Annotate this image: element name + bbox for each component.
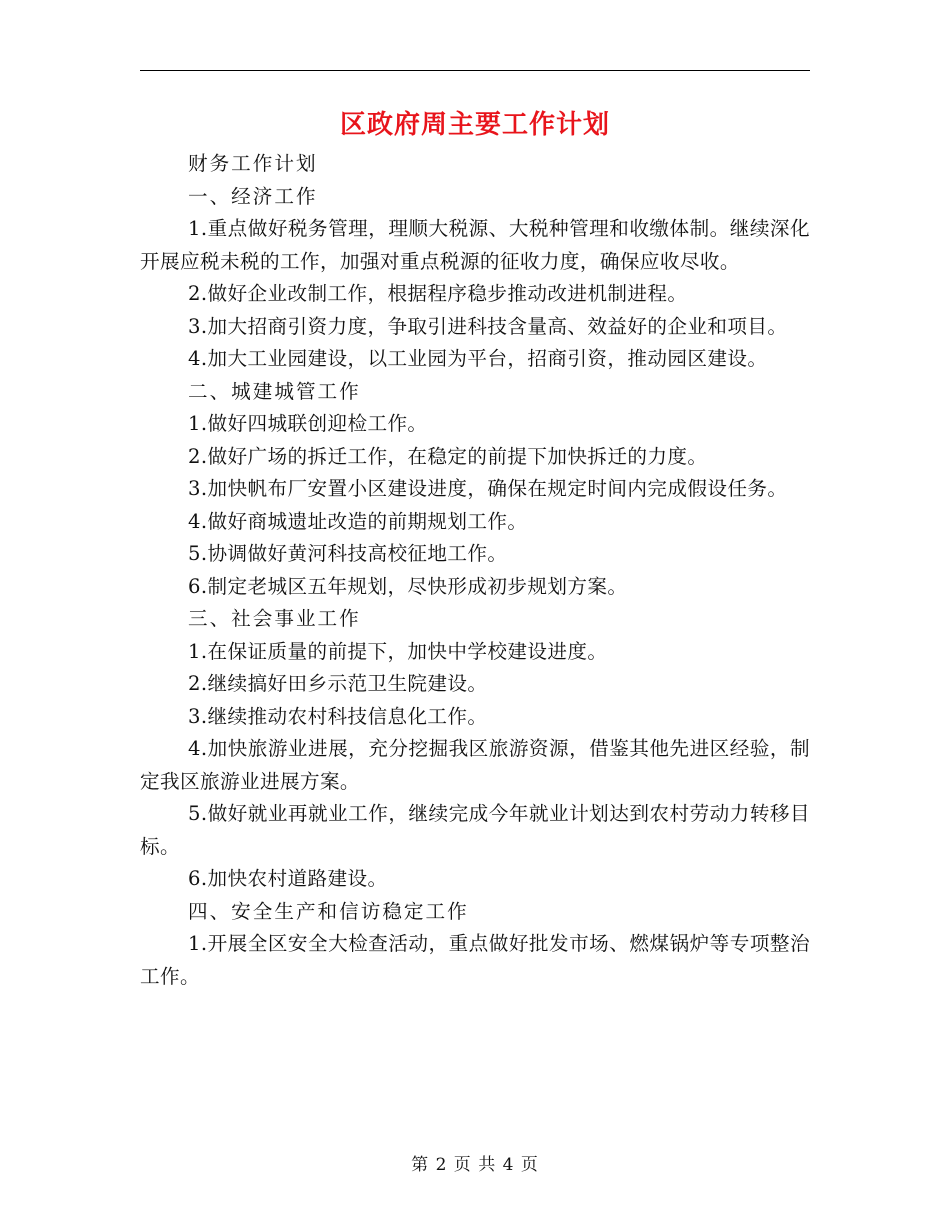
section-heading: 三、社会事业工作	[188, 607, 361, 630]
list-item: 4.做好商城遗址改造的前期规划工作。	[188, 509, 528, 533]
list-item: 1.重点做好税务管理，理顺大税源、大税种管理和收缴体制。继续深化开展应税未税的工作，加强对重点税源的征收力度，确保应收尽收。	[140, 217, 810, 273]
list-item: 1.做好四城联创迎检工作。	[188, 412, 428, 435]
list-item: 5.协调做好黄河科技高校征地工作。	[188, 542, 508, 565]
document-body	[140, 148, 810, 993]
list-item: 3.继续推动农村科技信息化工作。	[188, 704, 488, 728]
list-item: 1.在保证质量的前提下，加快中学校建设进度。	[188, 639, 608, 663]
list-item: 6.制定老城区五年规划，尽快形成初步规划方案。	[188, 574, 628, 598]
list-item: 6.加快农村道路建设。	[188, 867, 388, 890]
list-item: 2.做好广场的拆迁工作，在稳定的前提下加快拆迁的力度。	[188, 444, 708, 468]
page-number: 第 2 页 共 4 页	[411, 1155, 539, 1175]
list-item: 1.开展全区安全大检查活动，重点做好批发市场、燃煤锅炉等专项整治工作。	[140, 932, 810, 988]
list-item: 3.加快帆布厂安置小区建设进度，确保在规定时间内完成假设任务。	[188, 477, 788, 500]
list-item: 4.加大工业园建设，以工业园为平台，招商引资，推动园区建设。	[188, 347, 768, 370]
section-heading: 财务工作计划	[188, 152, 318, 175]
section-heading: 四、安全生产和信访稳定工作	[188, 899, 469, 923]
list-item: 2.做好企业改制工作，根据程序稳步推动改进机制进程。	[188, 282, 688, 305]
list-item: 5.做好就业再就业工作，继续完成今年就业计划达到农村劳动力转移目标。	[140, 802, 810, 858]
section-heading: 一、经济工作	[188, 184, 318, 208]
list-item: 2.继续搞好田乡示范卫生院建设。	[188, 672, 488, 695]
list-item: 3.加大招商引资力度，争取引进科技含量高、效益好的企业和项目。	[188, 314, 788, 338]
list-item: 4.加快旅游业进展，充分挖掘我区旅游资源，借鉴其他先进区经验，制定我区旅游业进展方案。	[140, 737, 810, 793]
section-heading: 二、城建城管工作	[188, 379, 361, 403]
document-title: 区政府周主要工作计划	[339, 110, 610, 140]
header-rule	[140, 70, 810, 71]
